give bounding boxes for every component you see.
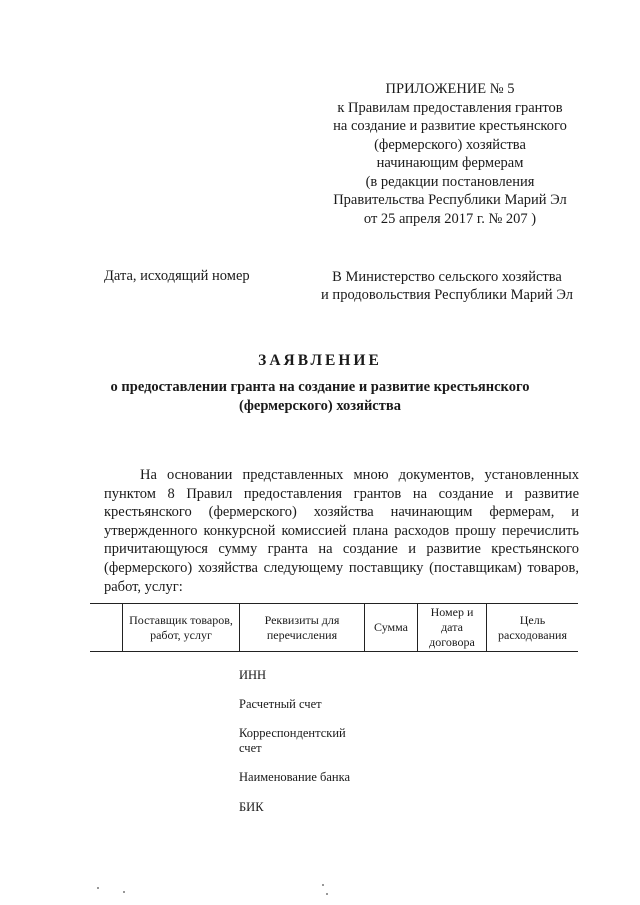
table-header-row — [90, 604, 578, 652]
appendix-line: от 25 апреля 2017 г. № 207 ) — [363, 210, 537, 227]
table-header-cell: Поставщик товаров, работ, услуг — [123, 604, 240, 652]
scan-speck — [326, 893, 328, 895]
appendix-block — [300, 80, 600, 228]
scan-speck — [97, 887, 99, 889]
appendix-title: ПРИЛОЖЕНИЕ № 5 — [385, 81, 515, 97]
bank-name-label: Наименование банка — [239, 770, 351, 784]
table-header-cell — [90, 604, 123, 652]
recipient-line: и продовольствия Республики Марий Эл — [321, 287, 573, 303]
corr-account-label — [239, 726, 346, 756]
scan-speck — [322, 884, 324, 886]
table-header-cell: Сумма — [365, 604, 418, 652]
subtitle-line: (фермерского) хозяйства — [239, 398, 401, 414]
corr-account-line: счет — [239, 741, 262, 755]
supplier-table — [90, 603, 578, 652]
corr-account-line: Корреспондентский — [239, 726, 346, 740]
table-header-cell: Цель расходования — [487, 604, 579, 652]
bik-label: БИК — [239, 800, 264, 814]
inn-label: ИНН — [239, 668, 267, 682]
appendix-line: Правительства Республики Марий Эл — [333, 192, 567, 208]
recipient-block — [312, 268, 582, 304]
document-title: ЗАЯВЛЕНИЕ — [258, 352, 382, 369]
document-subtitle — [70, 378, 570, 416]
subtitle-line: о предоставлении гранта на создание и развитие крестьянского — [110, 379, 530, 395]
appendix-line: (фермерского) хозяйства — [374, 136, 526, 153]
table-header-cell: Реквизиты для перечисления — [240, 604, 365, 652]
scan-speck — [123, 891, 125, 893]
appendix-line: к Правилам предоставления грантов — [337, 99, 563, 116]
application-body: На основании представленных мною документов, установленных пунктом 8 Правил предоставления грантов на создание и развитие крестьянского (фермерского) хозяйства начинающим фермерам, и утвержденного конкурсной комиссией плана расходов прошу перечислить причитающуюся сумму гранта на создание и развитие крестьянского (фермерского) хозяйства следующему поставщику (поставщикам) товаров, работ, услуг: — [104, 467, 579, 595]
appendix-line: начинающим фермерам — [376, 155, 524, 171]
table-header-cell: Номер и дата договора — [418, 604, 487, 652]
appendix-line: на создание и развитие крестьянского — [333, 118, 567, 134]
account-label: Расчетный счет — [239, 697, 322, 711]
recipient-line: В Министерство сельского хозяйства — [332, 269, 562, 285]
sender-date-number-label: Дата, исходящий номер — [104, 268, 250, 284]
appendix-line: (в редакции постановления — [365, 173, 535, 190]
